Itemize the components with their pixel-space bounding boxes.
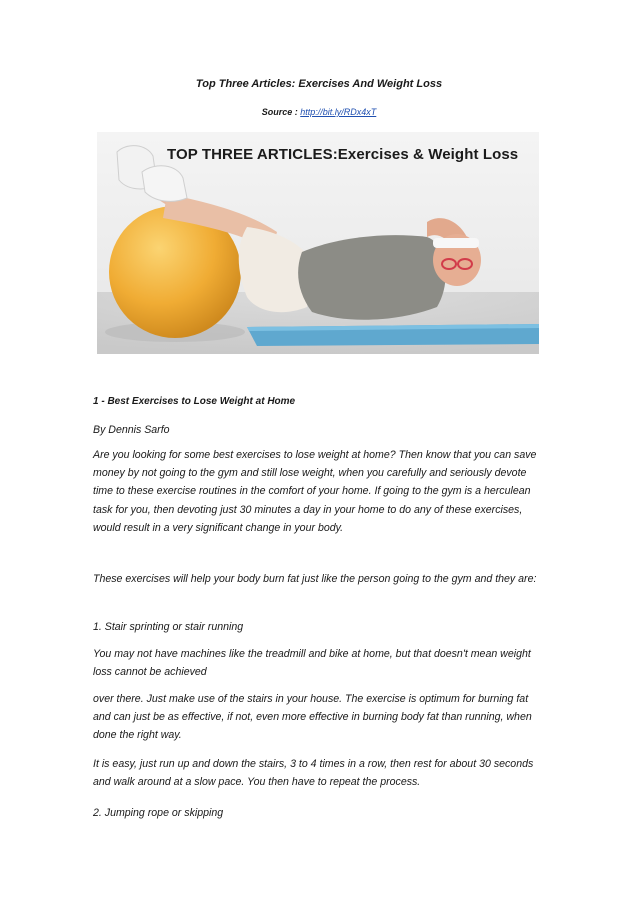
source-label: Source : xyxy=(261,107,298,117)
paragraph-3-block xyxy=(93,645,548,681)
paragraph-4-block xyxy=(93,690,548,745)
list-item-1-block xyxy=(93,618,548,636)
hero-title: TOP THREE ARTICLES:Exercises & Weight Loss xyxy=(167,146,519,163)
paragraph: You may not have machines like the treadmill and bike at home, but that doesn't mean weight loss cannot be achieved xyxy=(93,648,531,679)
paragraph: over there. Just make use of the stairs in your house. The exercise is optimum for burning fat and can just be as effective, if not, even more effective in burning body fat than running, when done the right way. xyxy=(93,693,532,742)
source-line xyxy=(0,107,638,117)
paragraph-2-block xyxy=(93,570,548,588)
paragraph-1-block xyxy=(93,446,548,537)
document-title: Top Three Articles: Exercises And Weight Loss xyxy=(195,78,443,90)
paragraph: Are you looking for some best exercises to lose weight at home? Then know that you can save money by not going to the gym and still lose weight, when you carefully and seriously devote time to these exercise routines in the comfort of your home. If going to the gym is a herculean task for you, then devoting just 30 minutes a day in your home to do any of these exercises, would result in a very significant change in your body. xyxy=(93,449,537,534)
paragraph: These exercises will help your body burn fat just like the person going to the gym and they are: xyxy=(93,573,537,585)
list-item: 2. Jumping rope or skipping xyxy=(93,807,224,819)
exercise-ball-illustration xyxy=(97,132,539,354)
hero-image xyxy=(97,132,539,354)
paragraph: It is easy, just run up and down the stairs, 3 to 4 times in a row, then rest for about 30 seconds and walk around at a slow pace. You then have to repeat the process. xyxy=(93,758,534,789)
paragraph-5-block xyxy=(93,755,548,791)
list-item: 1. Stair sprinting or stair running xyxy=(93,621,244,633)
source-link[interactable]: http://bit.ly/RDx4xT xyxy=(300,107,377,117)
section-heading: 1 - Best Exercises to Lose Weight at Home xyxy=(93,396,296,407)
author: By Dennis Sarfo xyxy=(93,424,170,436)
author-line xyxy=(93,421,548,439)
list-item-2-block xyxy=(93,804,548,822)
